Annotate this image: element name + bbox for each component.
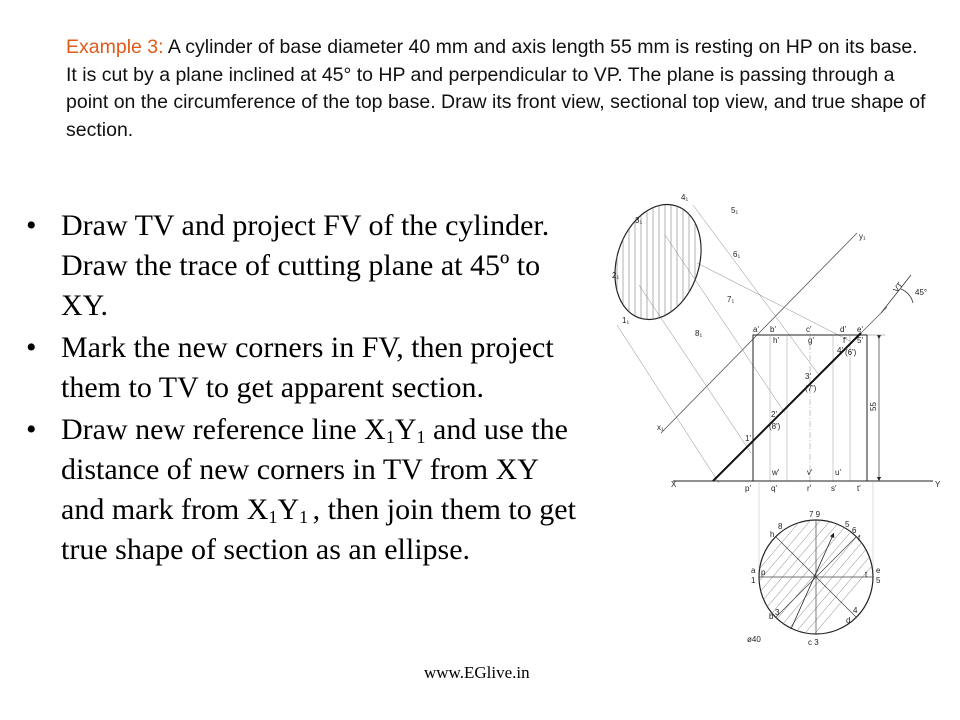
fv-label: a' (753, 325, 759, 334)
tv-label: 1 (751, 576, 756, 585)
tv-label: h (770, 530, 775, 539)
list-item (26, 410, 586, 570)
list-item (26, 206, 586, 326)
ellipse-point-label: 4₁ (681, 193, 689, 202)
tv-label: 6 (852, 526, 857, 535)
fv-label: h' (773, 336, 779, 345)
cutting-plane-extension (861, 307, 887, 333)
fv-corner-label: 2' (771, 410, 777, 419)
x1-label: x₁ (657, 423, 664, 432)
ellipse-point-label: 6₁ (733, 250, 741, 259)
fv-label: u' (835, 468, 841, 477)
ellipse-point-label: 8₁ (695, 329, 703, 338)
tv-label: 5 (876, 576, 881, 585)
tv-label: a (751, 566, 756, 575)
website-footer: www.EGlive.in (424, 663, 530, 682)
fv-label: v' (807, 468, 813, 477)
tv-label: 5 (845, 520, 850, 529)
bullet-icon: • (26, 331, 37, 364)
height-dimension-label: 55 (869, 402, 878, 411)
tv-label: b (769, 612, 774, 621)
tv-label: 8 (778, 522, 783, 531)
engineering-drawing (595, 185, 955, 645)
angle-label: 45° (915, 288, 928, 297)
fv-label: w' (772, 468, 780, 477)
tv-label: p (761, 568, 766, 577)
tv-label: f (858, 534, 861, 543)
fv-label: e' (857, 325, 863, 334)
fv-corner-label: (8') (769, 422, 781, 431)
tv-label: d (846, 616, 851, 625)
ellipse-hatching (605, 185, 707, 345)
fv-label: p' (745, 484, 751, 493)
ellipse-point-label: 5₁ (731, 206, 739, 215)
instruction-text: Draw new reference line $X_1Y_1$ and use the distance of new corners in TV from XY and mark from $X_1Y_1$ , then join them to get true shape of section as an ellipse. (61, 413, 576, 566)
instruction-list (26, 206, 586, 572)
fv-corner-label: 4' (837, 346, 843, 355)
projector-lines (617, 205, 850, 483)
ellipse-point-label: 2₁ (612, 271, 620, 280)
bullet-icon: • (26, 413, 37, 446)
fv-label: r' (807, 484, 812, 493)
fv-corner-label: 5' (857, 336, 863, 345)
fv-label: q' (771, 484, 777, 493)
tv-label: t (865, 570, 868, 579)
tv-label: e (876, 566, 881, 575)
tv-label: 7 9 (809, 510, 821, 519)
x1y1-line (661, 233, 857, 433)
fv-label: t' (857, 484, 861, 493)
ellipse-point-label: 1₁ (622, 316, 630, 325)
x-label: X (671, 480, 677, 489)
angle-arc-icon (901, 289, 913, 303)
tv-label: 4 (853, 606, 858, 615)
list-item (26, 328, 586, 408)
diameter-label: ø40 (747, 635, 761, 644)
diameter-leader (791, 535, 833, 629)
tv-label: c 3 (808, 638, 819, 645)
fv-corner-label: (7') (805, 384, 817, 393)
instruction-text: Draw TV and project FV of the cylinder. Draw the trace of cutting plane at 45º to XY. (61, 209, 550, 322)
problem-text: A cylinder of base diameter 40 mm and axis length 55 mm is resting on HP on its base. It is cut by a plane inclined at 45° to HP and perpendicular to VP. The plane is passing through a point on the circumference of the top base. Draw its front view, sectional top view, and true shape of section. (66, 36, 926, 141)
fv-corner-label: 3' (805, 372, 811, 381)
fv-label: s' (831, 484, 837, 493)
ellipse-point-label: 3₁ (635, 216, 643, 225)
fv-label: g' (808, 336, 814, 345)
y-label: Y (935, 480, 941, 489)
true-shape-ellipse (601, 193, 715, 331)
problem-statement (66, 34, 926, 144)
top-view-hatching (695, 515, 915, 645)
fv-corner-label: 1' (745, 434, 751, 443)
fv-label: c' (806, 325, 812, 334)
vt-label: VT (891, 280, 905, 295)
fv-label: d' (840, 325, 846, 334)
fv-corner-label: (6') (845, 348, 857, 357)
fv-label: b' (770, 325, 776, 334)
bullet-icon: • (26, 209, 37, 242)
y1-label: y₁ (859, 232, 866, 241)
vt-line (881, 275, 911, 313)
ellipse-point-label: 7₁ (727, 295, 735, 304)
example-label: Example 3: (66, 36, 164, 58)
fv-label: f' (843, 336, 847, 345)
instruction-text: Mark the new corners in FV, then project them to TV to get apparent section. (61, 331, 554, 404)
tv-label: 3 (775, 608, 780, 617)
